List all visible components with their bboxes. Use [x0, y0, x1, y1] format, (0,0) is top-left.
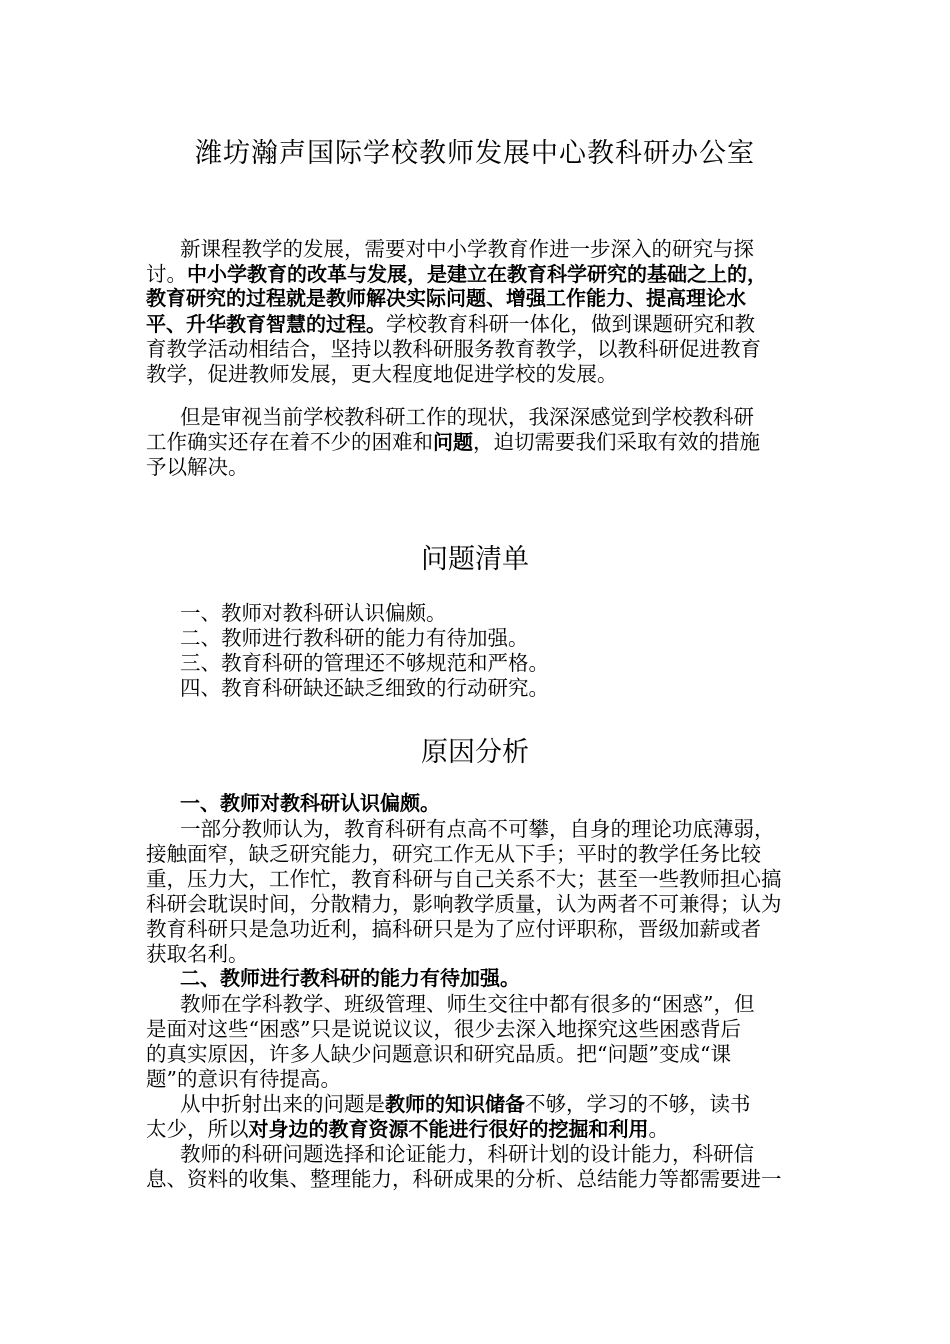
analysis-section-2-heading: 二、教师进行教科研的能力有待加强。 [180, 966, 520, 990]
bold-text-run: 教育研究的过程就是教师解决实际问题、增强工作能力、提高理论水 [146, 286, 746, 310]
analysis-s2-line-3: 的真实原因，许多人缺少问题意识和研究品质。把“问题”变成“课 [146, 1042, 731, 1066]
analysis-s2-p3-line-1: 教师的科研问题选择和论证能力，科研计划的设计能力，科研信 [180, 1142, 754, 1166]
problems-heading: 问题清单 [421, 544, 529, 575]
problem-item-3: 三、教育科研的管理还不够规范和严格。 [180, 651, 549, 675]
text-run: 讨。 [146, 262, 187, 286]
text-run: 学校教育科研一体化，做到课题研究和教 [386, 312, 755, 336]
text-run: 从中折射出来的问题是 [180, 1092, 385, 1116]
intro-p1-line-6: 教学，促进教师发展，更大程度地促进学校的发展。 [146, 362, 618, 386]
analysis-s1-line-4: 科研会耽误时间，分散精力，影响教学质量，认为两者不可兼得；认为 [146, 892, 782, 916]
analysis-s1-line-2: 接触面窄，缺乏研究能力，研究工作无从下手；平时的教学任务比较 [146, 842, 761, 866]
analysis-s1-line-5: 教育科研只是急功近利，搞科研只是为了应付评职称，晋级加薪或者 [146, 917, 761, 941]
analysis-s2-p3-line-2: 息、资料的收集、整理能力，科研成果的分析、总结能力等都需要进一 [146, 1167, 782, 1191]
bold-text-run: 教师的知识储备 [385, 1092, 525, 1116]
analysis-s1-line-1: 一部分教师认为，教育科研有点高不可攀，自身的理论功底薄弱， [180, 817, 775, 841]
text-run: 不够，学习的不够，读书 [525, 1092, 751, 1116]
problem-item-2: 二、教师进行教科研的能力有待加强。 [180, 626, 529, 650]
intro-p1-line-1: 新课程教学的发展，需要对中小学教育作进一步深入的研究与探 [180, 237, 754, 261]
bold-text-run: 问题 [433, 430, 473, 454]
text-run: 工作确实还存在着不少的困难和 [146, 430, 433, 454]
text-run: 。 [648, 1117, 669, 1141]
bold-text-run: 平、升华教育智慧的过程。 [146, 312, 386, 336]
intro-p1-line-5: 育教学活动相结合，坚持以教科研服务教育教学，以教科研促进教育 [146, 337, 761, 361]
analysis-s2-line-1: 教师在学科教学、班级管理、师生交往中都有很多的“困惑”，但 [180, 992, 755, 1016]
analysis-s2-line-4: 题”的意识有待提高。 [146, 1067, 341, 1091]
bold-text-run: 中小学教育的改革与发展，是建立在教育科学研究的基础之上的， [187, 262, 767, 286]
text-run: ，迫切需要我们采取有效的措施 [473, 430, 760, 454]
text-run: 太少，所以 [146, 1117, 249, 1141]
page-title: 潍坊瀚声国际学校教师发展中心教科研办公室 [195, 138, 755, 169]
analysis-s1-line-3: 重，压力大，工作忙，教育科研与自己关系不大；甚至一些教师担心搞 [146, 867, 782, 891]
analysis-heading: 原因分析 [421, 737, 529, 768]
analysis-section-1-heading: 一、教师对教科研认识偏颇。 [180, 791, 440, 815]
bold-text-run: 对身边的教育资源不能进行很好的挖掘和利用 [248, 1117, 649, 1141]
intro-p2-line-3: 予以解决。 [146, 455, 249, 479]
analysis-s2-line-2: 是面对这些“困惑”只是说说议议，很少去深入地探究这些困惑背后 [146, 1017, 741, 1041]
problem-item-1: 一、教师对教科研认识偏颇。 [180, 601, 447, 625]
problem-item-4: 四、教育科研缺还缺乏细致的行动研究。 [180, 676, 549, 700]
analysis-s1-line-6: 获取名利。 [146, 942, 249, 966]
intro-p2-line-1: 但是审视当前学校教科研工作的现状，我深深感觉到学校教科研 [180, 405, 754, 429]
